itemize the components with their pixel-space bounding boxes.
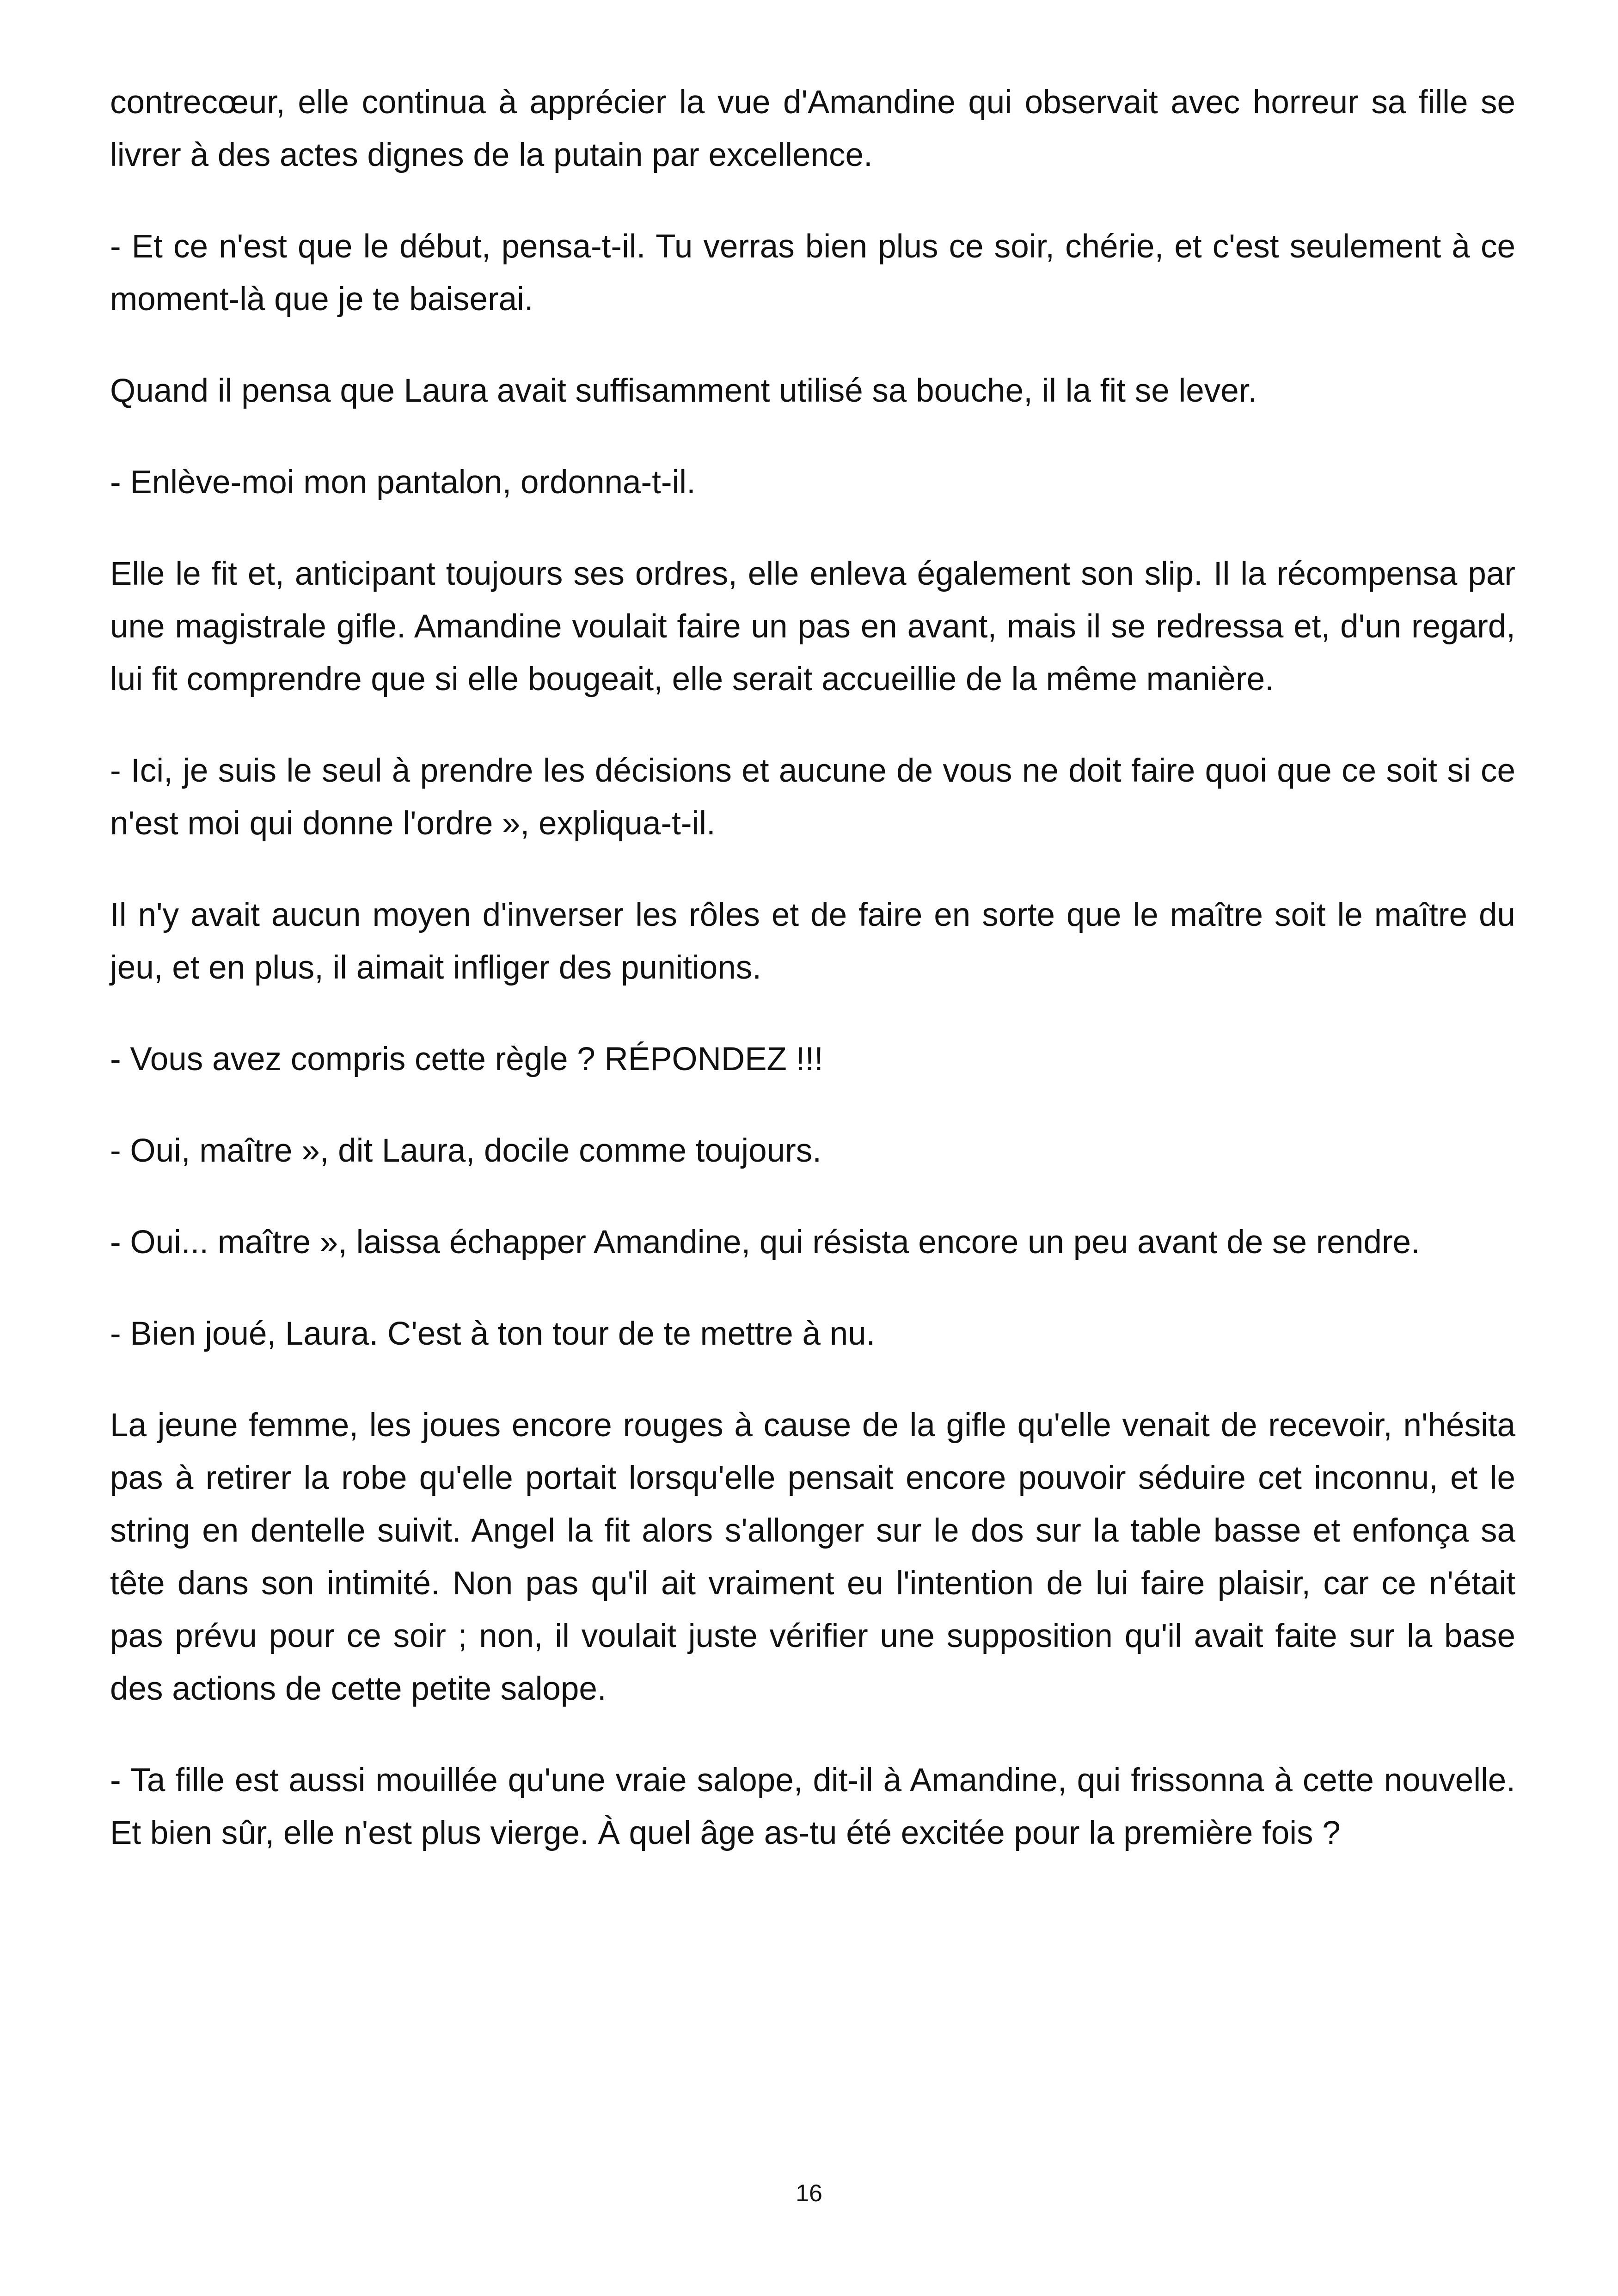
paragraph: - Et ce n'est que le début, pensa-t-il. Tu verras bien plus ce soir, chérie, et c'est seulement à ce moment-là que je te baiserai. [110,228,1515,318]
page-number: 16 [796,2180,822,2207]
paragraph: Quand il pensa que Laura avait suffisamment utilisé sa bouche, il la fit se lever. [110,373,1257,409]
paragraph: - Vous avez compris cette règle ? RÉPONDEZ !!! [110,1041,823,1078]
paragraph: - Enlève-moi mon pantalon, ordonna-t-il. [110,464,696,501]
body-text [110,76,1515,1898]
paragraph: Il n'y avait aucun moyen d'inverser les rôles et de faire en sorte que le maître soit le maître du jeu, et en plus, il aimait infliger des punitions. [110,897,1515,986]
paragraph: - Oui, maître », dit Laura, docile comme toujours. [110,1133,821,1169]
paragraph: - Ta fille est aussi mouillée qu'une vraie salope, dit-il à Amandine, qui frissonna à cette nouvelle. Et bien sûr, elle n'est plus vierge. À quel âge as-tu été excitée pour la première fois ? [110,1762,1515,1851]
paragraph: - Ici, je suis le seul à prendre les décisions et aucune de vous ne doit faire quoi que ce soit si ce n'est moi qui donne l'ordre », expliqua-t-il. [110,753,1515,842]
paragraph: Elle le fit et, anticipant toujours ses ordres, elle enleva également son slip. Il la récompensa par une magistrale gifle. Amandine voulait faire un pas en avant, mais il se redressa et, d'un regard, lui fit comprendre que si elle bougeait, elle serait accueillie de la même manière. [110,556,1515,698]
paragraph: - Bien joué, Laura. C'est à ton tour de te mettre à nu. [110,1316,876,1352]
paragraph: La jeune femme, les joues encore rouges à cause de la gifle qu'elle venait de recevoir, n'hésita pas à retirer la robe qu'elle portait lorsqu'elle pensait encore pouvoir séduire cet inconnu, et le string en dentelle suivit. Angel la fit alors s'allonger sur le dos sur la table basse et enfonça sa tête dans son intimité. Non pas qu'il ait vraiment eu l'intention de lui faire plaisir, car ce n'était pas prévu pour ce soir ; non, il voulait juste vérifier une supposition qu'il avait faite sur la base des actions de cette petite salope. [110,1407,1515,1707]
paragraph: - Oui... maître », laissa échapper Amandine, qui résista encore un peu avant de se rendre. [110,1224,1420,1261]
paragraph: contrecœur, elle continua à apprécier la vue d'Amandine qui observait avec horreur sa fille se livrer à des actes dignes de la putain par excellence. [110,84,1515,173]
